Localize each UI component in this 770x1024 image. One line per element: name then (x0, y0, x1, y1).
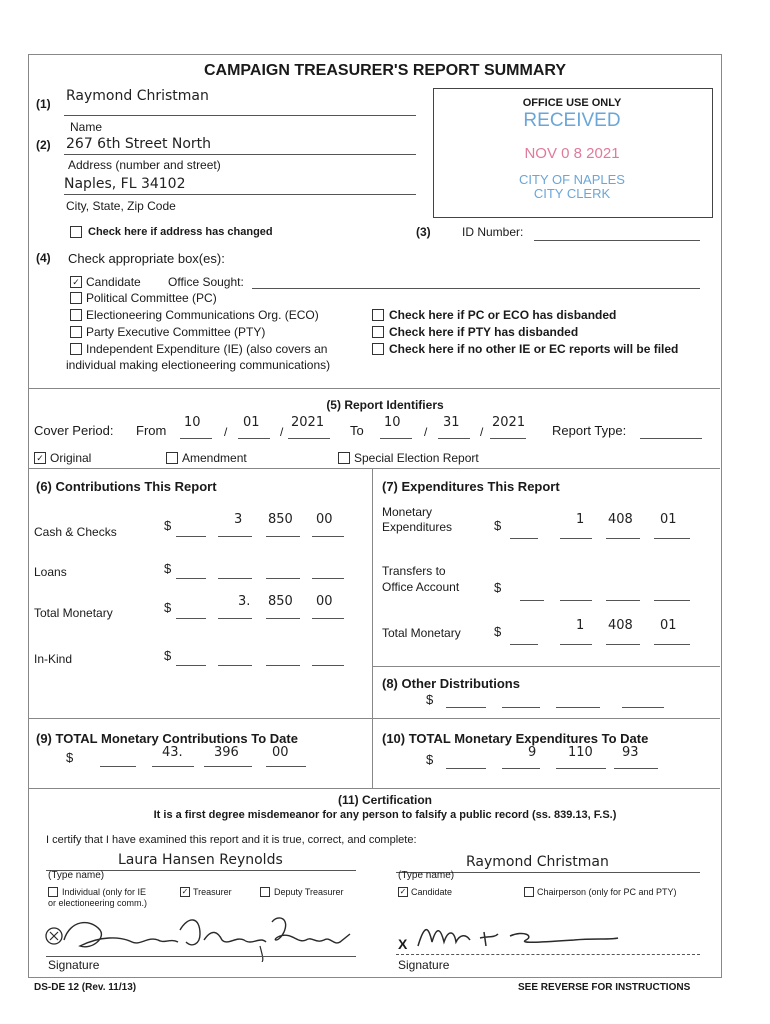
transfers-line-b (560, 600, 592, 601)
candidate-checkbox[interactable]: ✓ (70, 276, 82, 288)
from-year-line (288, 438, 330, 439)
to-slash-2: / (480, 425, 484, 439)
cash-checks-label: Cash & Checks (34, 525, 117, 539)
total-monetary-contrib-label: Total Monetary (34, 606, 113, 620)
divider-5-6 (28, 468, 720, 469)
contrib-to-date-cents[interactable]: 00 (272, 745, 289, 760)
to-year[interactable]: 2021 (492, 415, 526, 430)
cash-thousands[interactable]: 3 (234, 512, 243, 527)
pty-disbanded-checkbox[interactable] (372, 326, 384, 338)
deputy-treasurer-label: Deputy Treasurer (274, 887, 344, 897)
contrib-to-date-line-d (266, 766, 306, 767)
total-exp-line-d (654, 644, 690, 645)
total-exp-line-b (560, 644, 592, 645)
contrib-to-date-thousands[interactable]: 43. (162, 745, 183, 760)
column-divider (372, 468, 373, 788)
exp-to-date-line-c (556, 768, 606, 769)
special-election-checkbox[interactable] (338, 452, 350, 464)
section-4-label: Check appropriate box(es): (68, 251, 225, 266)
address-changed-checkbox[interactable] (70, 226, 82, 238)
eco-label: Electioneering Communications Org. (ECO) (86, 308, 319, 322)
eco-checkbox[interactable] (70, 309, 82, 321)
transfers-label-1: Transfers to (382, 564, 446, 578)
transfers-dollar-sign: $ (494, 580, 502, 595)
from-day-line (238, 438, 270, 439)
address-label: Address (number and street) (68, 158, 221, 172)
cash-line-b (218, 536, 252, 537)
form-number: DS-DE 12 (Rev. 11/13) (34, 982, 137, 993)
loans-line-a (176, 578, 206, 579)
expenditures-hundreds[interactable]: 408 (608, 512, 633, 527)
treasurer-checkbox[interactable]: ✓ (181, 887, 189, 896)
pty-checkbox[interactable] (70, 326, 82, 338)
political-committee-label: Political Committee (PC) (86, 291, 217, 305)
cash-cents[interactable]: 00 (316, 512, 333, 527)
chairperson-label: Chairperson (only for PC and PTY) (537, 887, 677, 897)
total-exp-to-date-dollar: $ (426, 752, 434, 767)
pty-label: Party Executive Committee (PTY) (86, 325, 266, 339)
political-committee-checkbox[interactable] (70, 292, 82, 304)
office-use-heading: OFFICE USE ONLY (522, 97, 622, 109)
in-kind-line-d (312, 665, 344, 666)
total-contrib-line-c (266, 618, 300, 619)
other-dist-line-d (622, 707, 664, 708)
divider-7-8 (372, 666, 720, 667)
section-7-heading: (7) Expenditures This Report (382, 479, 560, 494)
ie-label-line-1: Independent Expenditure (IE) (also covers an (86, 342, 328, 356)
total-contrib-to-date-dollar: $ (66, 750, 74, 765)
to-month-line (380, 438, 412, 439)
to-label: To (350, 423, 364, 438)
section-3-number: (3) (416, 225, 431, 239)
loans-line-c (266, 578, 300, 579)
name-label: Name (70, 120, 103, 134)
id-number-line (534, 240, 700, 241)
total-exp-line-a (510, 644, 538, 645)
section-5-heading: (5) Report Identifiers (326, 398, 444, 412)
exp-to-date-line-d (614, 768, 658, 769)
candidate-signature-label: Signature (398, 958, 450, 972)
see-reverse-instructions: SEE REVERSE FOR INSTRUCTIONS (518, 982, 691, 993)
total-contrib-cents[interactable]: 00 (316, 594, 333, 609)
other-dist-line-a (446, 707, 486, 708)
from-label: From (136, 423, 167, 438)
to-year-line (490, 438, 526, 439)
original-checkbox[interactable]: ✓ (34, 452, 46, 464)
expenditures-thousands[interactable]: 1 (576, 512, 585, 527)
loans-line-d (312, 578, 344, 579)
cash-hundreds[interactable]: 850 (268, 512, 293, 527)
total-exp-cents[interactable]: 01 (660, 618, 677, 633)
section-1-number: (1) (36, 97, 51, 111)
pc-eco-disbanded-label: Check here if PC or ECO has disbanded (389, 308, 617, 322)
treasurer-label: Treasurer (193, 887, 232, 897)
transfers-line-a (520, 600, 544, 601)
contrib-to-date-hundreds[interactable]: 396 (214, 745, 239, 760)
transfers-line-d (654, 600, 690, 601)
address-changed-label: Check here if address has changed (88, 226, 273, 238)
in-kind-dollar-sign: $ (164, 648, 172, 663)
address-line (64, 154, 416, 155)
other-dist-line-b (502, 707, 540, 708)
exp-line-b (560, 538, 592, 539)
pty-disbanded-label: Check here if PTY has disbanded (389, 325, 579, 339)
original-label: Original (50, 451, 92, 465)
chairperson-checkbox[interactable] (524, 887, 534, 897)
name-line (64, 115, 416, 116)
amendment-label: Amendment (182, 451, 247, 465)
name-value[interactable]: Raymond Christman (66, 88, 209, 104)
to-day[interactable]: 31 (443, 415, 460, 430)
from-day[interactable]: 01 (243, 415, 260, 430)
divider-9-11 (28, 788, 720, 789)
total-contrib-hundreds[interactable]: 850 (268, 594, 293, 609)
individual-checkbox[interactable] (48, 887, 58, 897)
exp-to-date-thousands[interactable]: 9 (528, 745, 537, 760)
monetary-expenditures-label-2: Expenditures (382, 520, 453, 534)
from-slash-2: / (280, 425, 284, 439)
expenditures-dollar-sign: $ (494, 518, 502, 533)
treasurer-type-name-label: (Type name) (48, 870, 105, 881)
in-kind-line-b (218, 665, 252, 666)
loans-label: Loans (34, 565, 67, 579)
from-month[interactable]: 10 (184, 415, 201, 430)
misdemeanor-warning: It is a first degree misdemeanor for any person to falsify a public record (ss. 839.13, F.S.) (153, 809, 617, 821)
total-exp-line-c (606, 644, 640, 645)
contrib-to-date-line-a (100, 766, 136, 767)
report-type-label: Report Type: (552, 423, 627, 438)
treasurer-signature-label: Signature (48, 958, 100, 972)
city-label: City, State, Zip Code (66, 199, 176, 213)
candidate-type-name-label: (Type name) (398, 870, 455, 881)
total-contrib-line-a (176, 618, 206, 619)
stamp-line-2: CITY CLERK (533, 186, 611, 201)
cover-period-label: Cover Period: (34, 423, 114, 438)
total-exp-thousands[interactable]: 1 (576, 618, 585, 633)
transfers-label-2: Office Account (382, 580, 460, 594)
section-6-heading: (6) Contributions This Report (36, 479, 217, 494)
exp-line-a (510, 538, 538, 539)
in-kind-line-a (176, 665, 206, 666)
treasurer-signature (40, 910, 360, 962)
candidate-sign-label: Candidate (411, 887, 453, 897)
section-4-number: (4) (36, 251, 51, 265)
cash-dollar-sign: $ (164, 518, 172, 533)
total-contrib-dollar-sign: $ (164, 600, 172, 615)
total-monetary-exp-label: Total Monetary (382, 626, 461, 640)
cash-line-c (266, 536, 300, 537)
divider-4-5 (28, 388, 720, 389)
total-exp-dollar-sign: $ (494, 624, 502, 639)
to-slash-1: / (424, 425, 428, 439)
candidate-sign-checkbox[interactable]: ✓ (399, 887, 407, 896)
total-contrib-line-b (218, 618, 252, 619)
exp-line-d (654, 538, 690, 539)
loans-dollar-sign: $ (164, 561, 172, 576)
exp-to-date-cents[interactable]: 93 (622, 745, 639, 760)
id-number-label: ID Number: (462, 225, 524, 239)
candidate-signature-line (396, 954, 700, 955)
stamp-line-1: CITY OF NAPLES (519, 172, 625, 187)
amendment-checkbox[interactable] (166, 452, 178, 464)
loans-line-b (218, 578, 252, 579)
in-kind-line-c (266, 665, 300, 666)
no-other-reports-checkbox[interactable] (372, 343, 384, 355)
certify-statement: I certify that I have examined this report and it is true, correct, and complete: (46, 834, 417, 846)
exp-to-date-hundreds[interactable]: 110 (568, 745, 593, 760)
pc-eco-disbanded-checkbox[interactable] (372, 309, 384, 321)
transfers-line-c (606, 600, 640, 601)
to-day-line (438, 438, 470, 439)
other-dist-dollar-sign: $ (426, 692, 434, 707)
cash-line-a (176, 536, 206, 537)
section-8-heading: (8) Other Distributions (382, 676, 520, 691)
exp-to-date-line-b (502, 768, 540, 769)
ie-checkbox[interactable] (70, 343, 82, 355)
deputy-treasurer-checkbox[interactable] (260, 887, 270, 897)
office-sought-label: Office Sought: (168, 275, 244, 289)
candidate-signature-x: X (398, 936, 408, 952)
expenditures-cents[interactable]: 01 (660, 512, 677, 527)
from-month-line (180, 438, 212, 439)
monetary-expenditures-label-1: Monetary (382, 505, 433, 519)
form-title: CAMPAIGN TREASURER'S REPORT SUMMARY (203, 62, 567, 79)
from-year[interactable]: 2021 (291, 415, 325, 430)
ie-label-line-2: individual making electioneering communications) (66, 358, 331, 372)
city-value[interactable]: Naples, FL 34102 (64, 176, 186, 192)
from-slash-1: / (224, 425, 228, 439)
other-dist-line-c (556, 707, 600, 708)
report-type-line (640, 438, 702, 439)
total-contrib-line-d (312, 618, 344, 619)
candidate-name[interactable]: Raymond Christman (466, 854, 609, 870)
received-date-stamp: NOV 0 8 2021 (524, 145, 620, 162)
candidate-signature (414, 916, 624, 956)
treasurer-signature-line (46, 956, 356, 957)
section-2-number: (2) (36, 138, 51, 152)
address-value[interactable]: 267 6th Street North (66, 136, 212, 152)
total-contrib-thousands[interactable]: 3. (238, 594, 251, 609)
candidate-label: Candidate (86, 275, 141, 289)
treasurer-name[interactable]: Laura Hansen Reynolds (118, 852, 283, 868)
exp-to-date-line-a (446, 768, 486, 769)
section-11-heading: (11) Certification (337, 793, 433, 807)
individual-label-1: Individual (only for IE (62, 887, 147, 897)
divider-8-9 (28, 718, 720, 719)
received-stamp: RECEIVED (523, 110, 621, 131)
contrib-to-date-line-b (152, 766, 194, 767)
section-10-heading: (10) TOTAL Monetary Expenditures To Date (382, 731, 649, 746)
individual-label-2: or electioneering comm.) (48, 898, 148, 908)
special-election-label: Special Election Report (354, 451, 479, 465)
total-exp-hundreds[interactable]: 408 (608, 618, 633, 633)
contrib-to-date-line-c (204, 766, 252, 767)
office-sought-line (252, 288, 700, 289)
no-other-reports-label: Check here if no other IE or EC reports will be filed (389, 342, 679, 356)
in-kind-label: In-Kind (34, 652, 73, 666)
cash-line-d (312, 536, 344, 537)
to-month[interactable]: 10 (384, 415, 401, 430)
city-line (64, 194, 416, 195)
section-9-heading: (9) TOTAL Monetary Contributions To Date (36, 731, 298, 746)
exp-line-c (606, 538, 640, 539)
